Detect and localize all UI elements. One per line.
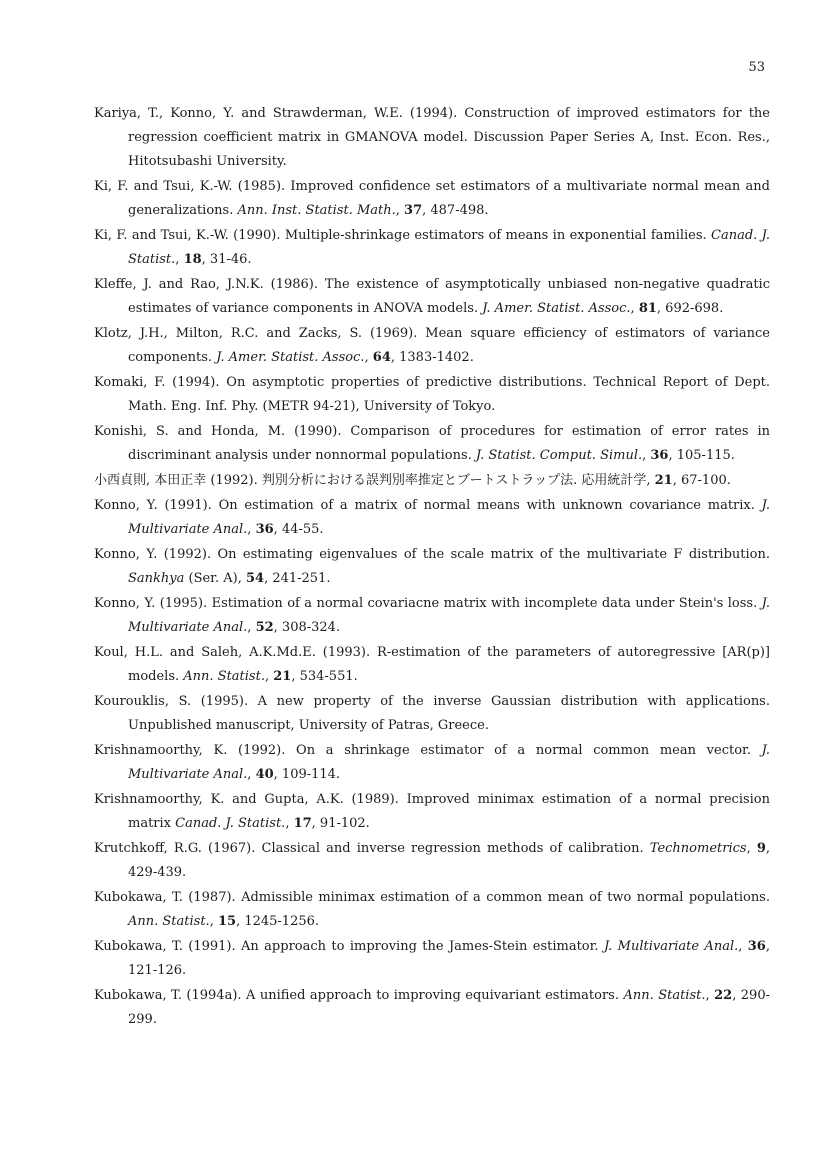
ref-mid: ,: [746, 841, 757, 856]
ref-pages: , 44-55.: [273, 522, 324, 537]
reference-entry: [94, 371, 770, 419]
ref-journal: Canad. J. Statist.: [128, 228, 770, 267]
reference-entry: [94, 837, 770, 885]
ref-text: Kourouklis, S. (1995). A new property of the inverse Gaussian distribution with applications. Unpublished manuscript, University of Patras, Greece.: [94, 694, 770, 733]
reference-entry: [94, 592, 770, 640]
reference-entry: [94, 322, 770, 370]
reference-list: [94, 102, 770, 1033]
page-number: 53: [748, 60, 765, 75]
ref-journal: Ann. Statist.: [128, 914, 210, 929]
reference-entry: [94, 886, 770, 934]
ref-text: Ki, F. and Tsui, K.-W. (1985). Improved confidence set estimators of a multivariate normal mean and generalizations.: [94, 179, 770, 218]
reference-entry: [94, 641, 770, 689]
ref-mid: ,: [209, 914, 218, 929]
ref-mid: ,: [247, 522, 256, 537]
ref-pages: , 487-498.: [422, 203, 489, 218]
ref-pages: , 67-100.: [672, 473, 731, 488]
ref-volume: 15: [217, 914, 237, 929]
ref-text: Konno, Y. (1991). On estimation of a matrix of normal means with unknown covariance matrix.: [94, 498, 762, 513]
ref-pages: , 290-299.: [128, 988, 770, 1027]
ref-mid: ,: [264, 669, 274, 684]
ref-volume: 36: [747, 939, 766, 954]
ref-volume: 40: [255, 767, 274, 782]
reference-entry: [94, 469, 770, 493]
ref-pages: , 534-551.: [291, 669, 358, 684]
ref-journal: Ann. Statist.: [623, 988, 706, 1003]
ref-text: Krishnamoorthy, K. and Gupta, A.K. (1989). Improved minimax estimation of a normal precision matrix: [94, 792, 770, 831]
ref-text: Kubokawa, T. (1994a). A unified approach to improving equivariant estimators.: [94, 988, 624, 1003]
ref-volume: 21: [273, 669, 292, 684]
ref-text: Kubokawa, T. (1991). An approach to improving the James-Stein estimator.: [94, 939, 604, 954]
ref-journal: Sankhya: [128, 571, 185, 586]
ref-volume: 37: [404, 203, 423, 218]
ref-pages: , 109-114.: [273, 767, 341, 782]
ref-journal: Ann. Statist.: [183, 669, 265, 684]
ref-pages: , 121-126.: [128, 939, 770, 978]
ref-volume: 17: [293, 816, 312, 831]
reference-entry: [94, 494, 770, 542]
ref-journal: J. Multivariate Anal.: [128, 596, 770, 635]
ref-volume: 52: [255, 620, 274, 635]
ref-pages: , 692-698.: [656, 301, 724, 316]
ref-pages: , 429-439.: [128, 841, 771, 880]
ref-journal: Ann. Inst. Statist. Math.: [237, 203, 396, 218]
ref-volume: 36: [255, 522, 274, 537]
ref-mid: ,: [738, 939, 748, 954]
ref-pages: , 308-324.: [273, 620, 341, 635]
ref-journal: J. Multivariate Anal.: [128, 498, 770, 537]
ref-mid: ,: [630, 301, 639, 316]
ref-text: Kubokawa, T. (1987). Admissible minimax estimation of a common mean of two normal populations.: [94, 890, 770, 905]
ref-pages: , 31-46.: [201, 252, 252, 267]
ref-mid: (Ser. A),: [184, 571, 246, 586]
reference-entry: [94, 690, 770, 738]
reference-entry: [94, 984, 770, 1032]
ref-text: Konno, Y. (1992). On estimating eigenvalues of the scale matrix of the multivariate F distribution.: [94, 547, 770, 562]
reference-entry: [94, 935, 770, 983]
ref-mid: ,: [285, 816, 294, 831]
ref-text: Krishnamoorthy, K. (1992). On a shrinkage estimator of a normal common mean vector.: [94, 743, 762, 758]
ref-journal: Technometrics: [649, 841, 747, 856]
ref-volume: 54: [245, 571, 265, 586]
ref-journal: J. Multivariate Anal.: [128, 743, 770, 782]
ref-mid: ,: [646, 473, 655, 488]
ref-mid: ,: [364, 350, 373, 365]
reference-entry: [94, 788, 770, 836]
ref-text: 小西貞則, 本田正幸 (1992). 判別分析における誤判別率推定とブートストラップ法. 応用統計学: [94, 473, 647, 488]
reference-entry: [94, 739, 770, 787]
reference-entry: [94, 102, 770, 174]
ref-mid: ,: [247, 620, 256, 635]
reference-entry: [94, 420, 770, 468]
ref-volume: 36: [650, 448, 669, 463]
ref-pages: , 91-102.: [311, 816, 370, 831]
ref-volume: 22: [714, 988, 733, 1003]
ref-text: Kariya, T., Konno, Y. and Strawderman, W.E. (1994). Construction of improved estimators for the regression coefficient matrix in GMANOVA model. Discussion Paper Series A, Inst. Econ. Res., Hitotsubashi University.: [94, 106, 770, 169]
ref-mid: ,: [705, 988, 715, 1003]
ref-volume: 18: [183, 252, 202, 267]
ref-mid: ,: [247, 767, 256, 782]
ref-text: Kleffe, J. and Rao, J.N.K. (1986). The existence of asymptotically unbiased non-negative quadratic estimates of variance components in ANOVA models.: [94, 277, 770, 316]
ref-pages: , 1383-1402.: [390, 350, 474, 365]
ref-pages: , 1245-1256.: [236, 914, 320, 929]
ref-pages: , 105-115.: [668, 448, 735, 463]
reference-entry: [94, 543, 770, 591]
ref-text: Konishi, S. and Honda, M. (1990). Comparison of procedures for estimation of error rates in discriminant analysis under nonnormal populations.: [94, 424, 770, 463]
ref-journal: J. Statist. Comput. Simul.: [475, 448, 643, 463]
ref-volume: 9: [756, 841, 766, 856]
reference-entry: [94, 224, 770, 272]
ref-text: Koul, H.L. and Saleh, A.K.Md.E. (1993). R-estimation of the parameters of autoregressive [AR(p)] models.: [94, 645, 770, 684]
ref-text: Klotz, J.H., Milton, R.C. and Zacks, S. (1969). Mean square efficiency of estimators of variance components.: [94, 326, 770, 365]
ref-journal: J. Amer. Statist. Assoc.: [482, 301, 631, 316]
reference-entry: [94, 175, 770, 223]
ref-mid: ,: [395, 203, 405, 218]
ref-volume: 21: [654, 473, 673, 488]
ref-text: Ki, F. and Tsui, K.-W. (1990). Multiple-shrinkage estimators of means in exponential families.: [94, 228, 712, 243]
ref-pages: , 241-251.: [264, 571, 331, 586]
ref-volume: 81: [638, 301, 657, 316]
ref-text: Komaki, F. (1994). On asymptotic properties of predictive distributions. Technical Report of Dept. Math. Eng. Inf. Phy. (METR 94-21), University of Tokyo.: [94, 375, 770, 414]
ref-journal: J. Multivariate Anal.: [603, 939, 739, 954]
ref-journal: Canad. J. Statist.: [175, 816, 286, 831]
ref-text: Konno, Y. (1995). Estimation of a normal covariacne matrix with incomplete data under Stein's loss.: [94, 596, 762, 611]
ref-mid: ,: [175, 252, 184, 267]
ref-volume: 64: [372, 350, 391, 365]
ref-journal: J. Amer. Statist. Assoc.: [216, 350, 365, 365]
ref-text: Krutchkoff, R.G. (1967). Classical and inverse regression methods of calibration.: [94, 841, 650, 856]
ref-mid: ,: [642, 448, 651, 463]
reference-entry: [94, 273, 770, 321]
